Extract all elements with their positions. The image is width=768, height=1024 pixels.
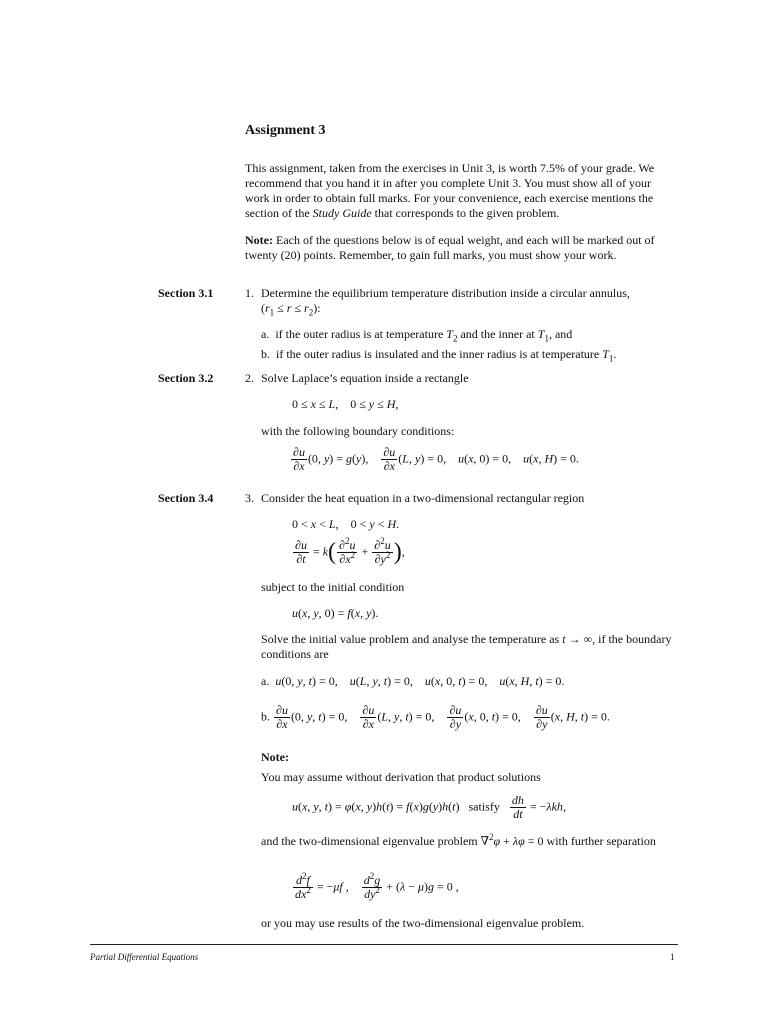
- section-label-3-4: Section 3.4: [158, 491, 214, 505]
- section-label-3-1: Section 3.1: [158, 286, 214, 300]
- question-1-range: $(r_1 \le r \le r_2)$:: [261, 301, 321, 318]
- assumption-text: You may assume without derivation that product solutions: [261, 770, 541, 784]
- question-1-text: Determine the equilibrium temperature distribution inside a circular annulus,: [261, 286, 630, 300]
- question-1-part-a: a. if the outer radius is at temperature $T_2$ and the inner at $T_1$, and: [261, 327, 573, 344]
- question-number-1: 1.: [245, 286, 254, 300]
- question-number-3: 3.: [245, 491, 254, 505]
- question-3-part-b: b. $\frac{\partial u}{\partial x}$ (0, y, t) = 0, $\frac{\partial u}{\partial x}$ (L, y, t) = 0, $\frac{\partial u}{\partial y}$ (x, 0, t) = 0, $\frac{\partial u}{\partial y}$ (x, H, t) = 0.: [261, 703, 610, 731]
- eigenvalue-text: and the two-dimensional eigenvalue problem ∇$^2$φ + λφ = 0 with further separation: [261, 832, 656, 848]
- question-3-part-a: a. u(0, y, t) = 0, u(L, y, t) = 0, u(x, 0, t) = 0, u(x, H, t) = 0.: [261, 674, 565, 688]
- rectangle-domain-equation: 0 ≤ x ≤ L, 0 ≤ y ≤ H,: [292, 397, 399, 411]
- solve-instruction: Solve the initial value problem and analyse the temperature as t → ∞, if the boundary conditions are: [261, 632, 672, 661]
- initial-condition-equation: u(x, y, 0) = f(x, y).: [292, 606, 379, 620]
- boundary-conditions-equation: $\frac{\partial u}{\partial x}$ (0, y) = g(y), $\frac{\partial u}{\partial x}$ (L, y) = 0, u(x, 0) = 0, u(x, H) = 0.: [293, 445, 579, 473]
- question-1-part-b: b. if the outer radius is insulated and the inner radius is at temperature $T_1$.: [261, 347, 617, 364]
- question-2-text: Solve Laplace’s equation inside a rectangle: [261, 371, 469, 385]
- alternative-text: or you may use results of the two-dimensional eigenvalue problem.: [261, 916, 585, 930]
- question-3-note-label: Note:: [261, 750, 289, 764]
- footer-page-number: 1: [670, 952, 675, 962]
- product-solution-equation: u(x, y, t) = φ(x, y)h(t) = f(x)g(y)h(t) satisfy $\frac{dh}{dt}$ = −λkh,: [292, 793, 566, 821]
- heat-equation: $\frac{\partial u}{\partial t}$ = k( $\frac{\partial^2u}{\partial x^2}$ + $\frac{\partial^2u}{\partial y^2}$ ),: [295, 536, 405, 566]
- footer-course-title: Partial Differential Equations: [90, 952, 199, 962]
- initial-condition-intro: subject to the initial condition: [261, 580, 405, 594]
- intro-paragraph: This assignment, taken from the exercises in Unit 3, is worth 7.5% of your grade. We recommend that you hand it in after you complete Unit 3. You must show all of your work in order to obtain full marks. For your convenience, each exercise mentions the section of the Study Guide that corresponds to the given problem.: [245, 161, 655, 220]
- question-number-2: 2.: [245, 371, 254, 385]
- note-paragraph: Note: Each of the questions below is of equal weight, and each will be marked out of twenty (20) points. Remember, to gain full marks, you must show your work.: [245, 233, 655, 262]
- region-inequality: 0 < x < L, 0 < y < H.: [292, 517, 400, 531]
- page-title: Assignment 3: [245, 123, 326, 138]
- footer-rule: [90, 944, 678, 945]
- section-label-3-2: Section 3.2: [158, 371, 214, 385]
- question-3-text: Consider the heat equation in a two-dimensional rectangular region: [261, 491, 585, 505]
- boundary-conditions-intro: with the following boundary conditions:: [261, 424, 455, 438]
- separation-equations: $\frac{d^2f}{dx^2}$ = −μf , $\frac{d^2g}{dy^2}$ + (λ − μ)g = 0 ,: [295, 871, 459, 901]
